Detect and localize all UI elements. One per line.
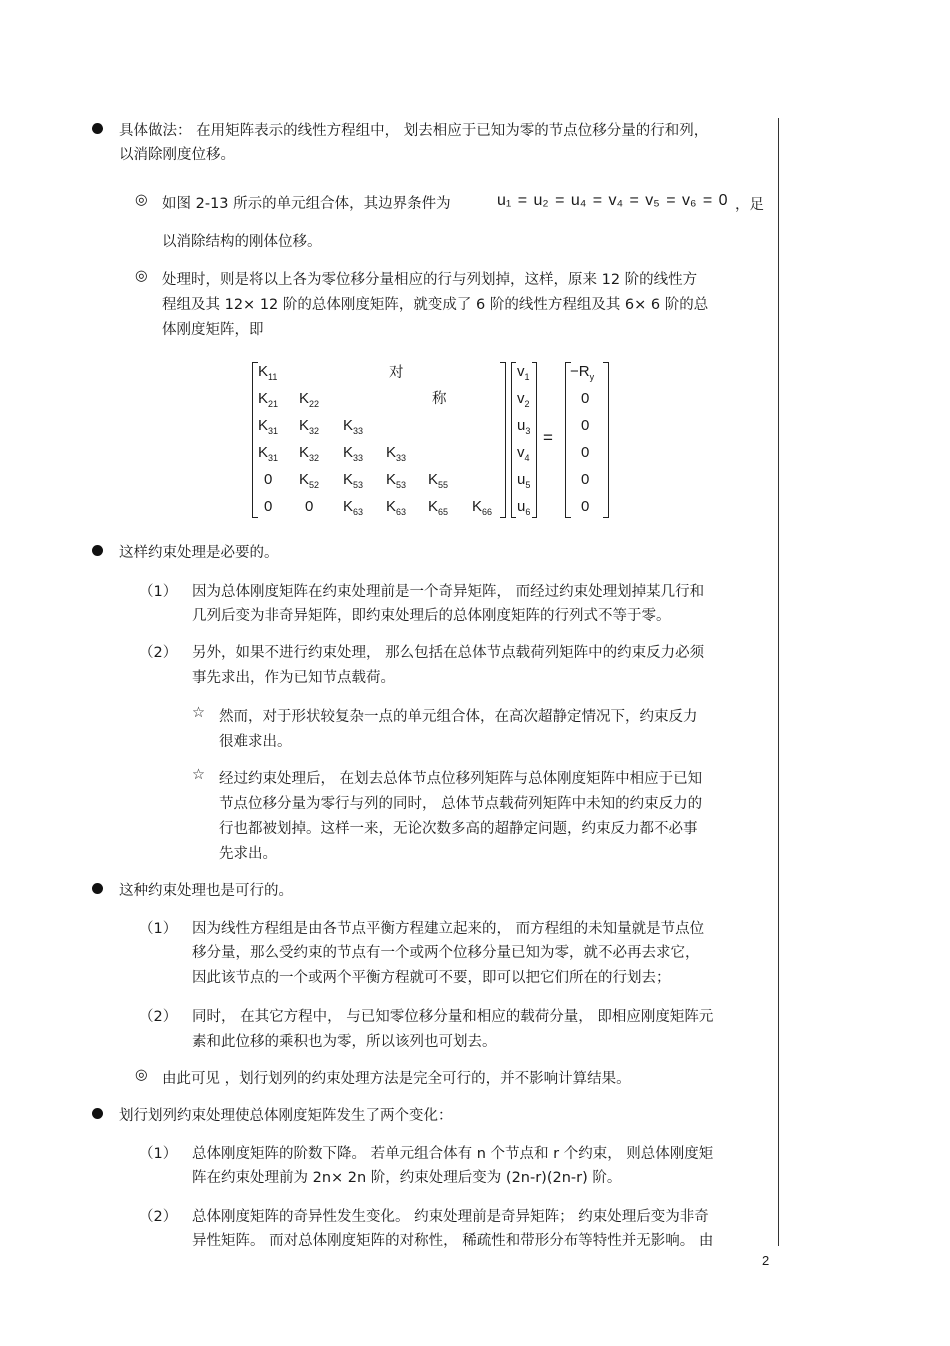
matrix-entry: $K_{53}$ (343, 471, 364, 490)
displacement-entry: $v_2$ (517, 390, 530, 409)
bullet-dot (92, 1108, 103, 1119)
matrix-entry: $K_{22}$ (299, 390, 320, 409)
star1-line2: 很难求出。 (219, 734, 292, 750)
equals-sign: = (543, 428, 553, 447)
matrix-right-bracket (500, 362, 506, 518)
displacement-entry: $u_3$ (517, 417, 531, 436)
displacement-entry: $v_1$ (517, 363, 530, 382)
ring-mark: ◎ (135, 192, 148, 208)
star2-line4: 先求出。 (219, 846, 277, 862)
bullet-dot (92, 123, 103, 134)
matrix-entry: $K_{53}$ (386, 471, 407, 490)
matrix-entry: $K_{66}$ (472, 498, 493, 517)
ring-mark: ◎ (135, 268, 148, 284)
p3-line3: 体刚度矩阵，即 (162, 322, 264, 338)
matrix-entry: $K_{21}$ (258, 390, 279, 409)
matrix-entry: $K_{63}$ (386, 498, 407, 517)
item-number: （2） (139, 645, 178, 661)
displacement-entry: $u_5$ (517, 471, 531, 490)
displacement-entry: $u_6$ (517, 498, 531, 517)
p6-line1: 由此可见 ，划行划列的约束处理方法是完全可行的，并不影响计算结果。 (162, 1071, 631, 1087)
item-number: （1） (139, 921, 178, 937)
matrix-entry: $K_{32}$ (299, 417, 320, 436)
p7-line1: 划行划列约束处理使总体刚度矩阵发生了两个变化： (119, 1108, 453, 1124)
load-entry: 0 (581, 498, 590, 515)
p5-line1: 这种约束处理也是可行的。 (119, 883, 293, 899)
load-entry: 0 (581, 471, 590, 488)
star-mark: ☆ (192, 767, 205, 783)
disp-left-bracket (511, 362, 516, 518)
p2-line1: 如图 2-13 所示的单元组合体，其边界条件为 (162, 196, 451, 212)
symmetric-label-2: 称 (432, 391, 447, 407)
p7-1-line2: 阵在约束处理前为 2n× 2n 阶，约束处理后变为 (2n-r)(2n-r) 阶。 (192, 1170, 622, 1186)
matrix-entry: $K_{63}$ (343, 498, 364, 517)
matrix-entry: $K_{33}$ (343, 444, 364, 463)
matrix-entry: $K_{11}$ (258, 363, 278, 382)
matrix-entry: $K_{55}$ (428, 471, 449, 490)
item-number: （2） (139, 1209, 178, 1225)
bullet-dot (92, 883, 103, 894)
matrix-entry: $K_{65}$ (428, 498, 449, 517)
p5-1-line2: 移分量，那么受约束的节点有一个或两个位移分量已知为零，就不必再去求它， (192, 945, 700, 961)
p2-line1-end: ，足 (735, 197, 764, 213)
p7-2-line2: 异性矩阵。 而对总体刚度矩阵的对称性， 稀疏性和带形分布等特性并无影响。 由 (192, 1233, 714, 1249)
bullet-dot (92, 545, 103, 556)
p3-line2: 程组及其 12× 12 阶的总体刚度矩阵，就变成了 6 阶的线性方程组及其 6× 6 阶的总 (162, 297, 709, 313)
p1-line1: 具体做法： 在用矩阵表示的线性方程组中， 划去相应于已知为零的节点位移分量的行和列， (119, 123, 709, 139)
p5-2-line1: 同时， 在其它方程中， 与已知零位移分量和相应的载荷分量， 即相应刚度矩阵元 (192, 1009, 714, 1025)
p4-2-line1: 另外，如果不进行约束处理， 那么包括在总体节点载荷列矩阵中的约束反力必须 (192, 645, 705, 661)
matrix-entry: 0 (264, 471, 273, 488)
p7-1-line1: 总体刚度矩阵的阶数下降。 若单元组合体有 n 个节点和 r 个约束， 则总体刚度矩 (192, 1146, 714, 1162)
matrix-entry: 0 (264, 498, 273, 515)
page-number: 2 (762, 1253, 770, 1268)
load-right-bracket (603, 362, 609, 518)
star2-line3: 行也都被划掉。这样一来，无论次数多高的超静定问题，约束反力都不必事 (219, 821, 698, 837)
p2-line2: 以消除结构的刚体位移。 (162, 234, 322, 250)
matrix-entry: $K_{32}$ (299, 444, 320, 463)
load-entry: 0 (581, 417, 590, 434)
p5-2-line2: 素和此位移的乘积也为零，所以该列也可划去。 (192, 1034, 497, 1050)
item-number: （1） (139, 584, 178, 600)
boundary-equation: u₁ = u₂ = u₄ = v₄ = v₅ = v₆ = 0 (497, 192, 728, 209)
star2-line2: 节点位移分量为零行与列的同时， 总体节点载荷列矩阵中未知的约束反力的 (219, 796, 703, 812)
load-left-bracket (565, 362, 571, 518)
p4-1-line2: 几列后变为非奇异矩阵，即约束处理后的总体刚度矩阵的行列式不等于零。 (192, 608, 671, 624)
item-number: （2） (139, 1009, 178, 1025)
p1-line2: 以消除刚度位移。 (119, 147, 235, 163)
matrix-left-bracket (252, 362, 258, 518)
matrix-entry: $K_{33}$ (343, 417, 364, 436)
p5-1-line1: 因为线性方程组是由各节点平衡方程建立起来的， 而方程组的未知量就是节点位 (192, 921, 705, 937)
matrix-entry: $K_{31}$ (258, 444, 279, 463)
disp-right-bracket (532, 362, 537, 518)
ring-mark: ◎ (135, 1067, 148, 1083)
item-number: （1） (139, 1146, 178, 1162)
p4-2-line2: 事先求出，作为已知节点载荷。 (192, 670, 395, 686)
p7-2-line1: 总体刚度矩阵的奇异性发生变化。 约束处理前是奇异矩阵； 约束处理后变为非奇 (192, 1209, 709, 1225)
matrix-entry: $K_{52}$ (299, 471, 320, 490)
p4-1-line1: 因为总体刚度矩阵在约束处理前是一个奇异矩阵， 而经过约束处理划掉某几行和 (192, 584, 705, 600)
displacement-entry: $v_4$ (517, 444, 530, 463)
symmetric-label-1: 对 (389, 365, 404, 381)
p4-line1: 这样约束处理是必要的。 (119, 545, 279, 561)
star-mark: ☆ (192, 705, 205, 721)
load-entry: 0 (581, 444, 590, 461)
load-entry: $-R_y$ (570, 363, 595, 382)
p3-line1: 处理时，则是将以上各为零位移分量相应的行与列划掉，这样，原来 12 阶的线性方 (162, 272, 698, 288)
matrix-entry: $K_{33}$ (386, 444, 407, 463)
right-margin-rule (778, 118, 779, 1246)
load-entry: 0 (581, 390, 590, 407)
p5-1-line3: 因此该节点的一个或两个平衡方程就可不要，即可以把它们所在的行划去； (192, 970, 671, 986)
star1-line1: 然而，对于形状较复杂一点的单元组合体，在高次超静定情况下，约束反力 (219, 709, 698, 725)
matrix-entry: $K_{31}$ (258, 417, 279, 436)
star2-line1: 经过约束处理后， 在划去总体节点位移列矩阵与总体刚度矩阵中相应于已知 (219, 771, 703, 787)
matrix-entry: 0 (305, 498, 314, 515)
